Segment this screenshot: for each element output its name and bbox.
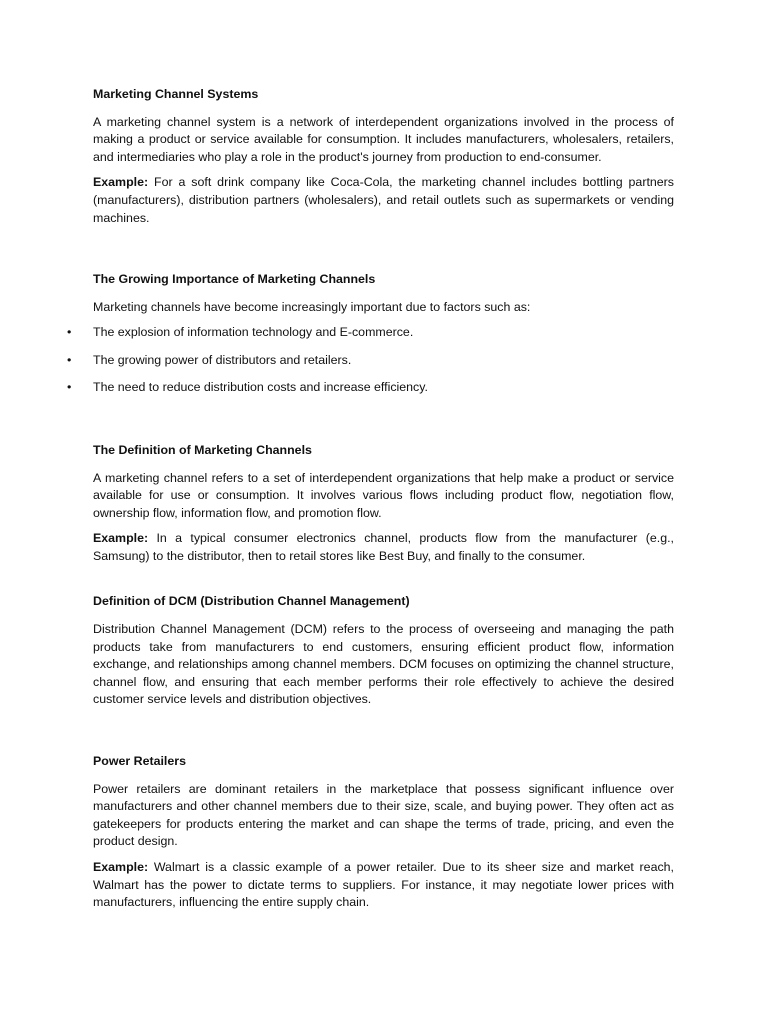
bullet-icon: • — [67, 325, 72, 340]
section-paragraph: Power retailers are dominant retailers in the marketplace that possess significant influence over manufacturers and other channel members due to their size, scale, and buying power. They often act as gatekeepers for products entering the market and can shape the terms of trade, pricing, and even the product design. — [93, 781, 674, 849]
spacer — [93, 235, 674, 271]
spacer — [93, 573, 674, 593]
example-text: Walmart is a classic example of a power retailer. Due to its sheer size and market reach, Walmart has the power to dictate terms to suppliers. For instance, it may negotiate lower prices with manufacturers, influencing the entire supply chain. — [93, 860, 674, 910]
section-paragraph: Distribution Channel Management (DCM) refers to the process of overseeing and managing the path products take from manufacturers to end customers, ensuring efficient product flow, information exchange, and relationships among channel members. DCM focuses on optimizing the channel structure, channel flow, and ensuring that each member performs their role effectively to achieve the desired customer service levels and distribution objectives. — [93, 622, 674, 707]
spacer — [93, 717, 674, 753]
example-label: Example: — [93, 860, 149, 874]
example-text: In a typical consumer electronics channel, products flow from the manufacturer (e.g., Samsung) to the distributor, then to retail stores like Best Buy, and finally to the consumer. — [93, 531, 674, 563]
section-heading: The Definition of Marketing Channels — [93, 442, 312, 457]
list-item-text: The need to reduce distribution costs and increase efficiency. — [93, 379, 428, 394]
example-paragraph — [93, 859, 674, 912]
section-heading: Definition of DCM (Distribution Channel Management) — [93, 594, 410, 609]
bullet-icon: • — [67, 352, 72, 367]
section-definition-marketing-channels — [93, 442, 674, 566]
spacer — [93, 406, 674, 442]
list-item-text: The growing power of distributors and retailers. — [93, 352, 352, 367]
section-definition-dcm — [93, 593, 674, 709]
example-paragraph — [93, 530, 674, 565]
list-item — [67, 379, 674, 397]
bullet-list — [67, 324, 674, 396]
example-paragraph — [93, 174, 674, 227]
list-item-text: The explosion of information technology and E-commerce. — [93, 325, 414, 340]
example-label: Example: — [93, 531, 149, 546]
bullet-icon: • — [67, 379, 72, 394]
section-heading: The Growing Importance of Marketing Channels — [93, 272, 376, 287]
section-heading: Marketing Channel Systems — [93, 87, 259, 101]
section-paragraph: A marketing channel system is a network of interdependent organizations involved in the process of making a product or service available for consumption. It includes manufacturers, wholesalers, retailers, and intermediaries who play a role in the product's journey from production to end-consumer. — [93, 114, 674, 164]
example-text: For a soft drink company like Coca-Cola, the marketing channel includes bottling partners (manufacturers), distribution partners (wholesalers), and retail outlets such as supermarkets or vending machines. — [93, 175, 674, 225]
list-item — [67, 324, 674, 342]
section-marketing-channel-systems — [93, 86, 674, 227]
list-item — [67, 352, 674, 370]
section-paragraph: A marketing channel refers to a set of interdependent organizations that help make a product or service available for use or consumption. It involves various flows including product flow, negotiation flow, ownership flow, information flow, and promotion flow. — [93, 470, 674, 520]
example-label: Example: — [93, 175, 149, 190]
section-intro: Marketing channels have become increasingly important due to factors such as: — [93, 299, 531, 314]
section-growing-importance — [67, 271, 674, 396]
document-page — [67, 86, 674, 920]
section-heading: Power Retailers — [93, 754, 186, 769]
section-power-retailers — [93, 753, 674, 912]
